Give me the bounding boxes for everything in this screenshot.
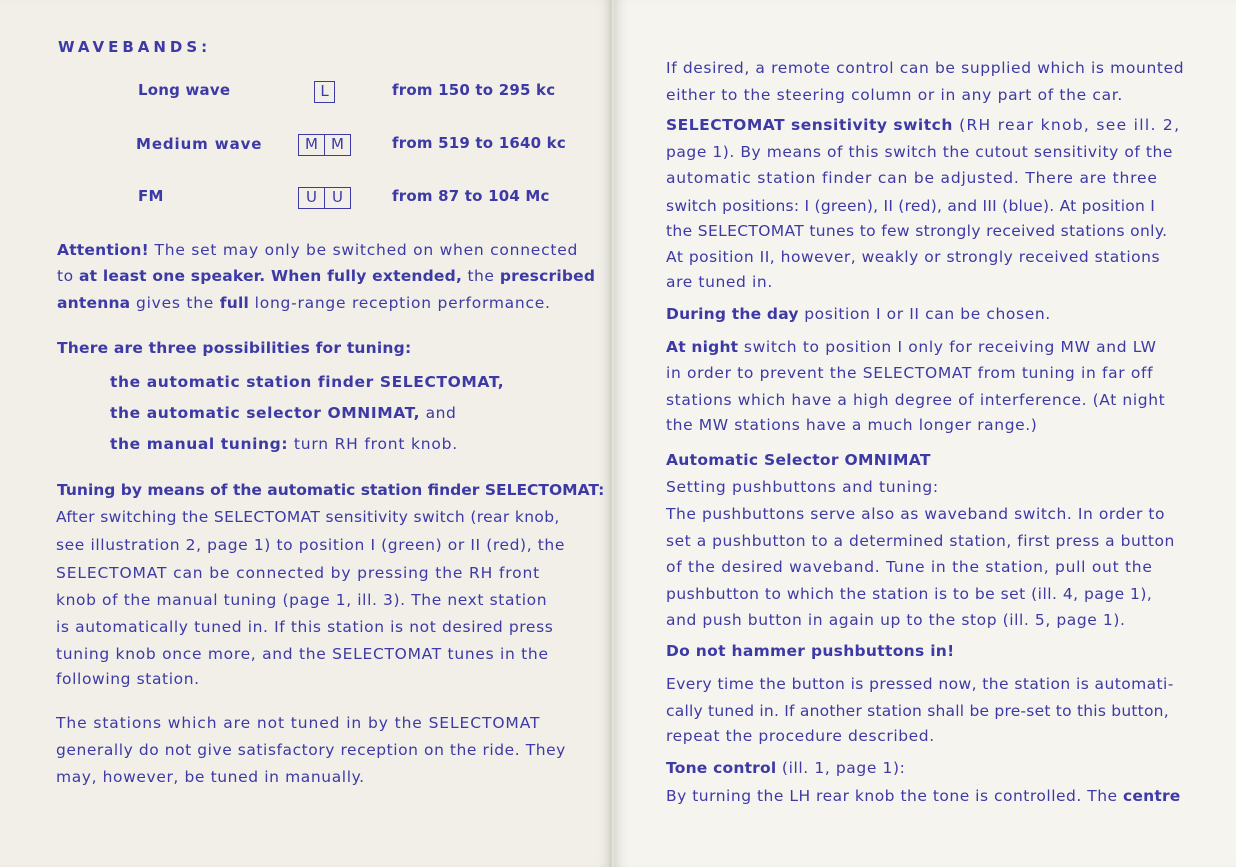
every-line: Every time the button is pressed now, the station is automati- bbox=[666, 675, 1174, 693]
band-letter: M bbox=[305, 135, 318, 153]
attention-line-3 bbox=[57, 294, 551, 312]
text-run: the bbox=[462, 267, 500, 285]
tuning-line: knob of the manual tuning (page 1, ill. 3). The next station bbox=[56, 591, 548, 609]
text-run: (ill. 1, page 1): bbox=[776, 759, 906, 777]
text-run: By turning the LH rear knob the tone is controlled. The bbox=[666, 787, 1123, 805]
band-letter: L bbox=[320, 82, 329, 100]
attention-label: Attention! bbox=[57, 241, 149, 259]
possibility-item-manual bbox=[110, 435, 458, 453]
text-run: The set may only be switched on when connected bbox=[148, 241, 579, 259]
text-run-bold: full bbox=[219, 294, 249, 312]
text-run: gives the bbox=[130, 294, 220, 312]
attention-line-1 bbox=[57, 241, 578, 259]
text-run-bold: the manual tuning: bbox=[110, 435, 289, 453]
sensitivity-line: At position II, however, weakly or strongly received stations bbox=[666, 248, 1161, 266]
sensitivity-line: page 1). By means of this switch the cutout sensitivity of the bbox=[666, 143, 1173, 161]
text-run: switch to position I only for receiving MW and LW bbox=[738, 338, 1157, 356]
tuning-heading: Tuning by means of the automatic station finder SELECTOMAT: bbox=[57, 481, 605, 499]
text-run: and bbox=[420, 404, 457, 422]
sensitivity-line: automatic station finder can be adjusted. There are three bbox=[666, 169, 1158, 187]
sensitivity-line: are tuned in. bbox=[666, 273, 773, 291]
text-run-bold: During the day bbox=[666, 305, 799, 323]
band-indicator-fm bbox=[298, 187, 351, 209]
text-run: (RH rear knob, see ill. 2, bbox=[952, 116, 1181, 134]
text-run-bold: SELECTOMAT sensitivity switch bbox=[666, 116, 953, 134]
omnimat-line: The pushbuttons serve also as waveband switch. In order to bbox=[666, 505, 1166, 523]
band-range-fm: from 87 to 104 Mc bbox=[392, 187, 550, 205]
stations-line: The stations which are not tuned in by the SELECTOMAT bbox=[56, 714, 541, 732]
tuning-line: After switching the SELECTOMAT sensitivity switch (rear knob, bbox=[56, 508, 560, 526]
band-letter: U bbox=[306, 188, 317, 206]
hammer-warning: Do not hammer pushbuttons in! bbox=[666, 642, 955, 660]
remote-line: either to the steering column or in any part of the car. bbox=[666, 86, 1123, 104]
sensitivity-line-1 bbox=[666, 116, 1180, 134]
band-name-fm: FM bbox=[138, 187, 164, 205]
omnimat-line: and push button in again up to the stop (ill. 5, page 1). bbox=[666, 611, 1126, 629]
tuning-line: see illustration 2, page 1) to position I (green) or II (red), the bbox=[56, 536, 565, 554]
band-letter: M bbox=[324, 135, 350, 155]
tuning-line: tuning knob once more, and the SELECTOMAT tunes in the bbox=[56, 645, 549, 663]
night-line: the MW stations have a much longer range.) bbox=[666, 416, 1038, 434]
stations-line: generally do not give satisfactory reception on the ride. They bbox=[56, 741, 566, 759]
text-run-bold: prescribed bbox=[499, 267, 596, 285]
text-run: turn RH front knob. bbox=[288, 435, 459, 453]
attention-line-2 bbox=[57, 267, 595, 285]
band-range-long-wave: from 150 to 295 kc bbox=[392, 81, 556, 99]
possibilities-heading: There are three possibilities for tuning: bbox=[57, 339, 412, 357]
tuning-line: is automatically tuned in. If this station is not desired press bbox=[56, 618, 554, 636]
possibility-item-omnimat bbox=[110, 404, 456, 422]
text-run-bold: Tone control bbox=[666, 759, 777, 777]
stations-line: may, however, be tuned in manually. bbox=[56, 768, 365, 786]
text-run-bold: the automatic selector OMNIMAT, bbox=[110, 404, 421, 422]
day-line bbox=[666, 305, 1051, 323]
band-indicator-long-wave bbox=[314, 81, 335, 103]
wavebands-title: WAVEBANDS: bbox=[58, 38, 212, 56]
band-range-medium-wave: from 519 to 1640 kc bbox=[392, 134, 566, 152]
remote-line: If desired, a remote control can be supplied which is mounted bbox=[666, 59, 1185, 77]
text-run-bold: At night bbox=[666, 338, 739, 356]
omnimat-line: pushbutton to which the station is to be set (ill. 4, page 1), bbox=[666, 585, 1153, 603]
tone-line-1 bbox=[666, 759, 905, 777]
band-name-long-wave: Long wave bbox=[138, 81, 231, 99]
omnimat-heading: Automatic Selector OMNIMAT bbox=[666, 451, 931, 469]
text-run-bold: at least one speaker. When fully extended, bbox=[79, 267, 463, 285]
band-letter: U bbox=[324, 188, 350, 208]
text-run-bold: centre bbox=[1123, 787, 1181, 805]
text-run: long-range reception performance. bbox=[248, 294, 551, 312]
omnimat-line: of the desired waveband. Tune in the station, pull out the bbox=[666, 558, 1153, 576]
sensitivity-line: the SELECTOMAT tunes to few strongly received stations only. bbox=[666, 222, 1168, 240]
right-page bbox=[614, 0, 1236, 867]
band-name-medium-wave: Medium wave bbox=[136, 135, 263, 153]
night-line: stations which have a high degree of interference. (At night bbox=[666, 391, 1166, 409]
every-line: cally tuned in. If another station shall be pre-set to this button, bbox=[666, 702, 1169, 720]
tone-line-2 bbox=[666, 787, 1181, 805]
tuning-line: SELECTOMAT can be connected by pressing the RH front bbox=[56, 564, 541, 582]
left-page bbox=[0, 0, 612, 867]
text-run: to bbox=[57, 267, 79, 285]
omnimat-line: set a pushbutton to a determined station, first press a button bbox=[666, 532, 1175, 550]
omnimat-line: Setting pushbuttons and tuning: bbox=[666, 478, 939, 496]
night-line-1 bbox=[666, 338, 1157, 356]
night-line: in order to prevent the SELECTOMAT from tuning in far off bbox=[666, 364, 1154, 382]
tuning-line: following station. bbox=[56, 670, 200, 688]
sensitivity-line: switch positions: I (green), II (red), and III (blue). At position I bbox=[666, 197, 1156, 215]
band-indicator-medium-wave bbox=[298, 134, 351, 156]
every-line: repeat the procedure described. bbox=[666, 727, 935, 745]
possibility-item-selectomat: the automatic station finder SELECTOMAT, bbox=[110, 373, 505, 391]
text-run: position I or II can be chosen. bbox=[798, 305, 1051, 323]
text-run-bold: antenna bbox=[57, 294, 131, 312]
